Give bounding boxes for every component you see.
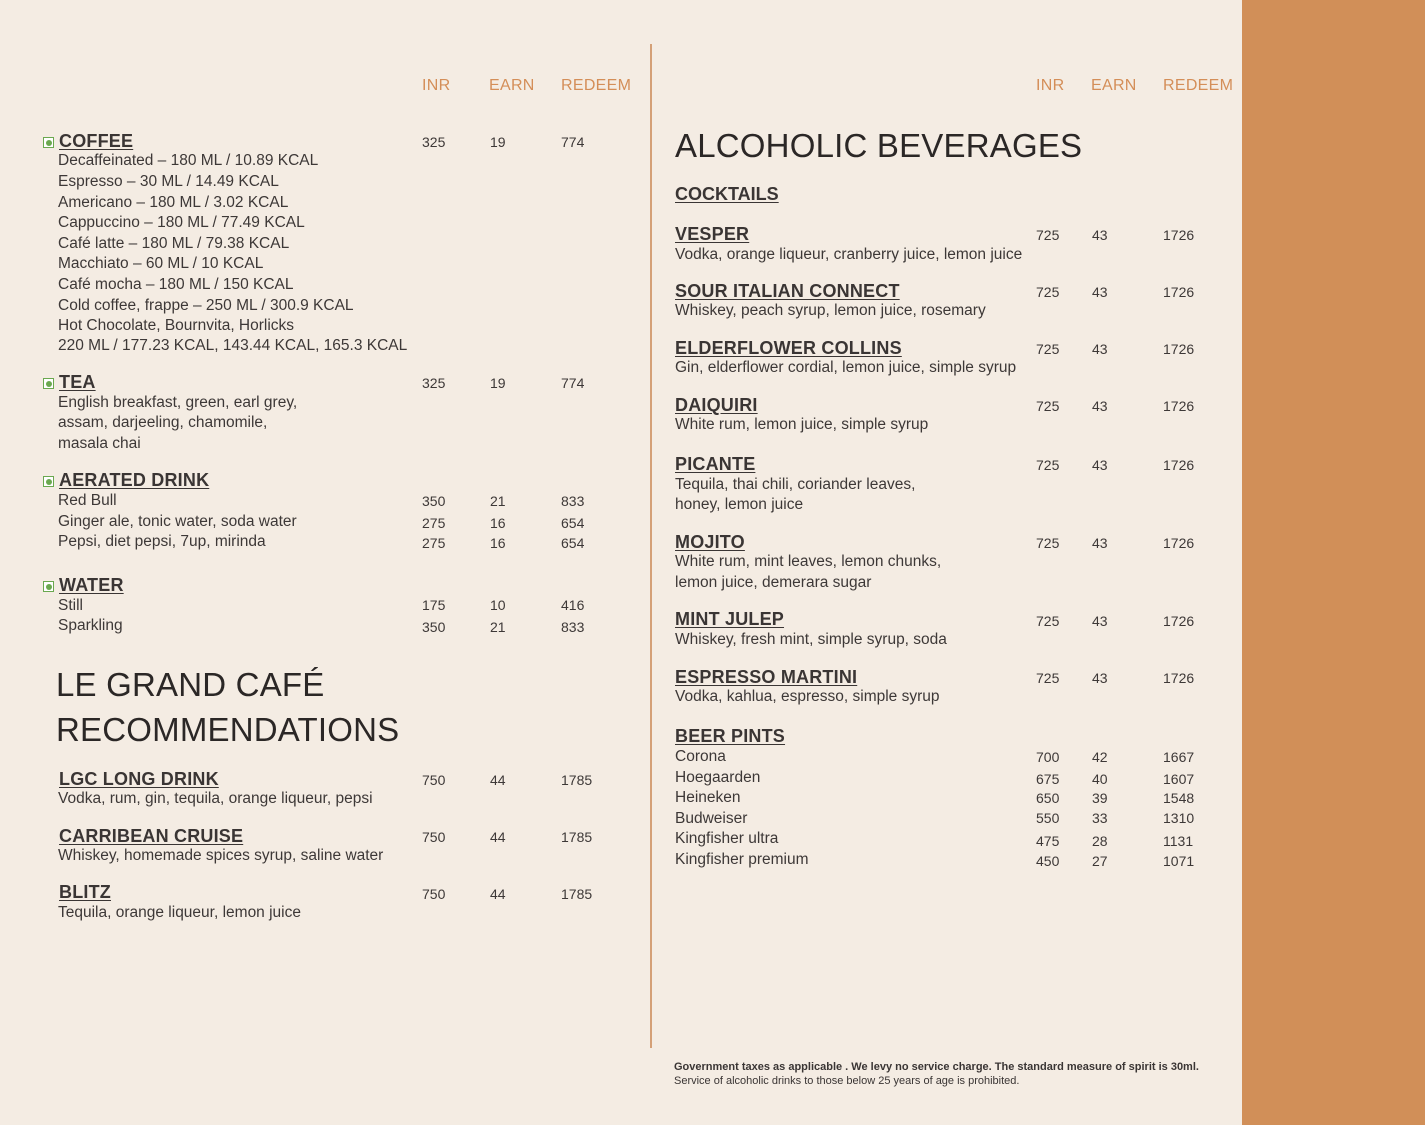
beer-pints-heading: BEER PINTS	[675, 726, 786, 746]
recommendations-heading-line2: RECOMMENDATIONS	[56, 711, 400, 748]
aerated-row-name: Pepsi, diet pepsi, 7up, mirinda	[58, 533, 266, 550]
footnote	[674, 1060, 1199, 1088]
beer-row-earn: 39	[1092, 790, 1108, 806]
footnote-age-restriction: Service of alcoholic drinks to those below 25 years of age is prohibited.	[674, 1075, 1020, 1087]
recommendation-desc: Vodka, rum, gin, tequila, orange liqueur, pepsi	[58, 790, 373, 807]
aerated-row-earn: 21	[490, 493, 506, 509]
tea-line: assam, darjeeling, chamomile,	[58, 414, 268, 431]
aerated-row-redeem: 654	[561, 515, 585, 531]
water-title: WATER	[59, 575, 124, 595]
cocktail-title: PICANTE	[675, 454, 756, 474]
recommendation-redeem: 1785	[561, 886, 593, 902]
cocktail-earn: 43	[1092, 398, 1108, 414]
veg-mark-icon	[43, 476, 54, 487]
tea-redeem: 774	[561, 375, 585, 391]
coffee-line: Macchiato – 60 ML / 10 KCAL	[58, 255, 264, 272]
cocktail-earn: 43	[1092, 670, 1108, 686]
beer-row-redeem: 1071	[1163, 853, 1195, 869]
water-row-earn: 21	[490, 619, 506, 635]
coffee-line: Americano – 180 ML / 3.02 KCAL	[58, 194, 289, 211]
water-row-inr: 350	[422, 619, 446, 635]
right-header-earn: EARN	[1091, 77, 1137, 94]
cocktail-inr: 725	[1036, 398, 1060, 414]
water-row-redeem: 833	[561, 619, 585, 635]
cocktail-title: MINT JULEP	[675, 609, 785, 629]
beer-row-redeem: 1131	[1163, 833, 1194, 849]
beer-row-name: Hoegaarden	[675, 769, 761, 786]
coffee-line: Hot Chocolate, Bournvita, Horlicks	[58, 317, 295, 334]
cocktail-inr: 725	[1036, 457, 1060, 473]
beer-row-earn: 42	[1092, 749, 1108, 765]
recommendation-earn: 44	[490, 829, 506, 845]
aerated-row-earn: 16	[490, 535, 506, 551]
cocktail-desc: Tequila, thai chili, coriander leaves,	[675, 476, 916, 493]
cocktail-desc: honey, lemon juice	[675, 496, 804, 513]
left-header-inr: INR	[422, 77, 451, 94]
column-divider	[650, 44, 652, 1048]
alcoholic-beverages-heading: ALCOHOLIC BEVERAGES	[675, 127, 1083, 164]
recommendation-title: BLITZ	[59, 882, 111, 902]
coffee-line: Café mocha – 180 ML / 150 KCAL	[58, 276, 294, 293]
cocktail-desc: Vodka, orange liqueur, cranberry juice, lemon juice	[675, 246, 1023, 263]
left-header-earn: EARN	[489, 77, 535, 94]
recommendation-earn: 44	[490, 772, 506, 788]
cocktail-desc: Vodka, kahlua, espresso, simple syrup	[675, 688, 940, 705]
recommendation-desc: Tequila, orange liqueur, lemon juice	[58, 904, 301, 921]
cocktail-title: VESPER	[675, 224, 750, 244]
cocktail-redeem: 1726	[1163, 227, 1195, 243]
cocktail-earn: 43	[1092, 457, 1108, 473]
beer-row-inr: 700	[1036, 749, 1060, 765]
cocktail-inr: 725	[1036, 613, 1060, 629]
cocktail-earn: 43	[1092, 227, 1108, 243]
aerated-row-inr: 350	[422, 493, 446, 509]
cocktail-title: DAIQUIRI	[675, 395, 758, 415]
cocktail-redeem: 1726	[1163, 398, 1195, 414]
cocktail-inr: 725	[1036, 341, 1060, 357]
recommendation-redeem: 1785	[561, 772, 593, 788]
cocktail-redeem: 1726	[1163, 341, 1195, 357]
beer-row-earn: 40	[1092, 771, 1108, 787]
cocktail-inr: 725	[1036, 535, 1060, 551]
cocktail-title: MOJITO	[675, 532, 745, 552]
coffee-line: Café latte – 180 ML / 79.38 KCAL	[58, 235, 290, 252]
coffee-line: Cappuccino – 180 ML / 77.49 KCAL	[58, 214, 305, 231]
tea-title: TEA	[59, 372, 96, 392]
right-header-redeem: REDEEM	[1163, 77, 1234, 94]
coffee-line: Espresso – 30 ML / 14.49 KCAL	[58, 173, 279, 190]
cocktail-desc: Gin, elderflower cordial, lemon juice, simple syrup	[675, 359, 1017, 376]
coffee-title: COFFEE	[59, 131, 134, 151]
coffee-redeem: 774	[561, 134, 585, 150]
veg-mark-icon	[43, 137, 54, 148]
aerated-row-earn: 16	[490, 515, 506, 531]
beer-row-redeem: 1548	[1163, 790, 1195, 806]
coffee-line: Cold coffee, frappe – 250 ML / 300.9 KCAL	[58, 297, 354, 314]
coffee-line: 220 ML / 177.23 KCAL, 143.44 KCAL, 165.3 KCAL	[58, 337, 408, 354]
beer-row-inr: 675	[1036, 771, 1060, 787]
aerated-row-name: Ginger ale, tonic water, soda water	[58, 513, 297, 530]
cocktail-desc: lemon juice, demerara sugar	[675, 574, 872, 591]
beer-row-earn: 33	[1092, 810, 1108, 826]
beer-row-inr: 550	[1036, 810, 1060, 826]
right-header-inr: INR	[1036, 77, 1065, 94]
recommendation-redeem: 1785	[561, 829, 593, 845]
footnote-taxes: Government taxes as applicable . We levy no service charge. The standard measure of spirit is 30ml.	[674, 1061, 1199, 1073]
cocktail-earn: 43	[1092, 284, 1108, 300]
tea-earn: 19	[490, 375, 506, 391]
recommendation-title: LGC LONG DRINK	[59, 769, 219, 789]
recommendation-title: CARRIBEAN CRUISE	[59, 826, 244, 846]
water-row-earn: 10	[490, 597, 506, 613]
water-row-name: Still	[58, 597, 83, 614]
beer-row-name: Budweiser	[675, 810, 748, 827]
beer-row-inr: 450	[1036, 853, 1060, 869]
beer-row-earn: 28	[1092, 833, 1108, 849]
cocktails-heading: COCKTAILS	[675, 184, 779, 204]
cocktail-redeem: 1726	[1163, 284, 1195, 300]
recommendation-inr: 750	[422, 772, 446, 788]
cocktail-inr: 725	[1036, 227, 1060, 243]
water-row-redeem: 416	[561, 597, 585, 613]
veg-mark-icon	[43, 378, 54, 389]
aerated-row-inr: 275	[422, 535, 446, 551]
cocktail-redeem: 1726	[1163, 613, 1195, 629]
cocktail-desc: White rum, mint leaves, lemon chunks,	[675, 553, 942, 570]
beer-row-redeem: 1310	[1163, 810, 1195, 826]
aerated-row-name: Red Bull	[58, 492, 117, 509]
beer-row-inr: 475	[1036, 833, 1060, 849]
beer-row-name: Kingfisher premium	[675, 851, 809, 868]
left-header-redeem: REDEEM	[561, 77, 632, 94]
cocktail-title: ELDERFLOWER COLLINS	[675, 338, 902, 358]
cocktail-redeem: 1726	[1163, 670, 1195, 686]
recommendation-inr: 750	[422, 829, 446, 845]
cocktail-inr: 725	[1036, 670, 1060, 686]
tea-inr: 325	[422, 375, 446, 391]
aerated-title: AERATED DRINK	[59, 470, 210, 490]
cocktail-redeem: 1726	[1163, 457, 1195, 473]
beer-row-name: Heineken	[675, 789, 741, 806]
cocktail-desc: White rum, lemon juice, simple syrup	[675, 416, 929, 433]
recommendation-earn: 44	[490, 886, 506, 902]
beer-row-name: Corona	[675, 748, 726, 765]
aerated-row-redeem: 833	[561, 493, 585, 509]
aerated-row-redeem: 654	[561, 535, 585, 551]
cocktail-earn: 43	[1092, 535, 1108, 551]
beer-row-inr: 650	[1036, 790, 1060, 806]
cocktail-redeem: 1726	[1163, 535, 1195, 551]
cocktail-earn: 43	[1092, 341, 1108, 357]
cocktail-desc: Whiskey, fresh mint, simple syrup, soda	[675, 631, 947, 648]
cocktail-title: ESPRESSO MARTINI	[675, 667, 858, 687]
aerated-row-inr: 275	[422, 515, 446, 531]
coffee-inr: 325	[422, 134, 446, 150]
recommendations-heading-line1: LE GRAND CAFÉ	[56, 666, 325, 703]
side-accent-band	[1242, 0, 1425, 1125]
recommendation-desc: Whiskey, homemade spices syrup, saline water	[58, 847, 384, 864]
recommendation-inr: 750	[422, 886, 446, 902]
tea-line: masala chai	[58, 435, 141, 452]
cocktail-desc: Whiskey, peach syrup, lemon juice, rosemary	[675, 302, 986, 319]
coffee-earn: 19	[490, 134, 506, 150]
water-row-name: Sparkling	[58, 617, 123, 634]
water-row-inr: 175	[422, 597, 446, 613]
cocktail-title: SOUR ITALIAN CONNECT	[675, 281, 900, 301]
beer-row-redeem: 1607	[1163, 771, 1195, 787]
beer-row-earn: 27	[1092, 853, 1108, 869]
beer-row-name: Kingfisher ultra	[675, 830, 779, 847]
coffee-line: Decaffeinated – 180 ML / 10.89 KCAL	[58, 152, 319, 169]
cocktail-inr: 725	[1036, 284, 1060, 300]
beer-row-redeem: 1667	[1163, 749, 1195, 765]
cocktail-earn: 43	[1092, 613, 1108, 629]
tea-line: English breakfast, green, earl grey,	[58, 394, 298, 411]
veg-mark-icon	[43, 581, 54, 592]
